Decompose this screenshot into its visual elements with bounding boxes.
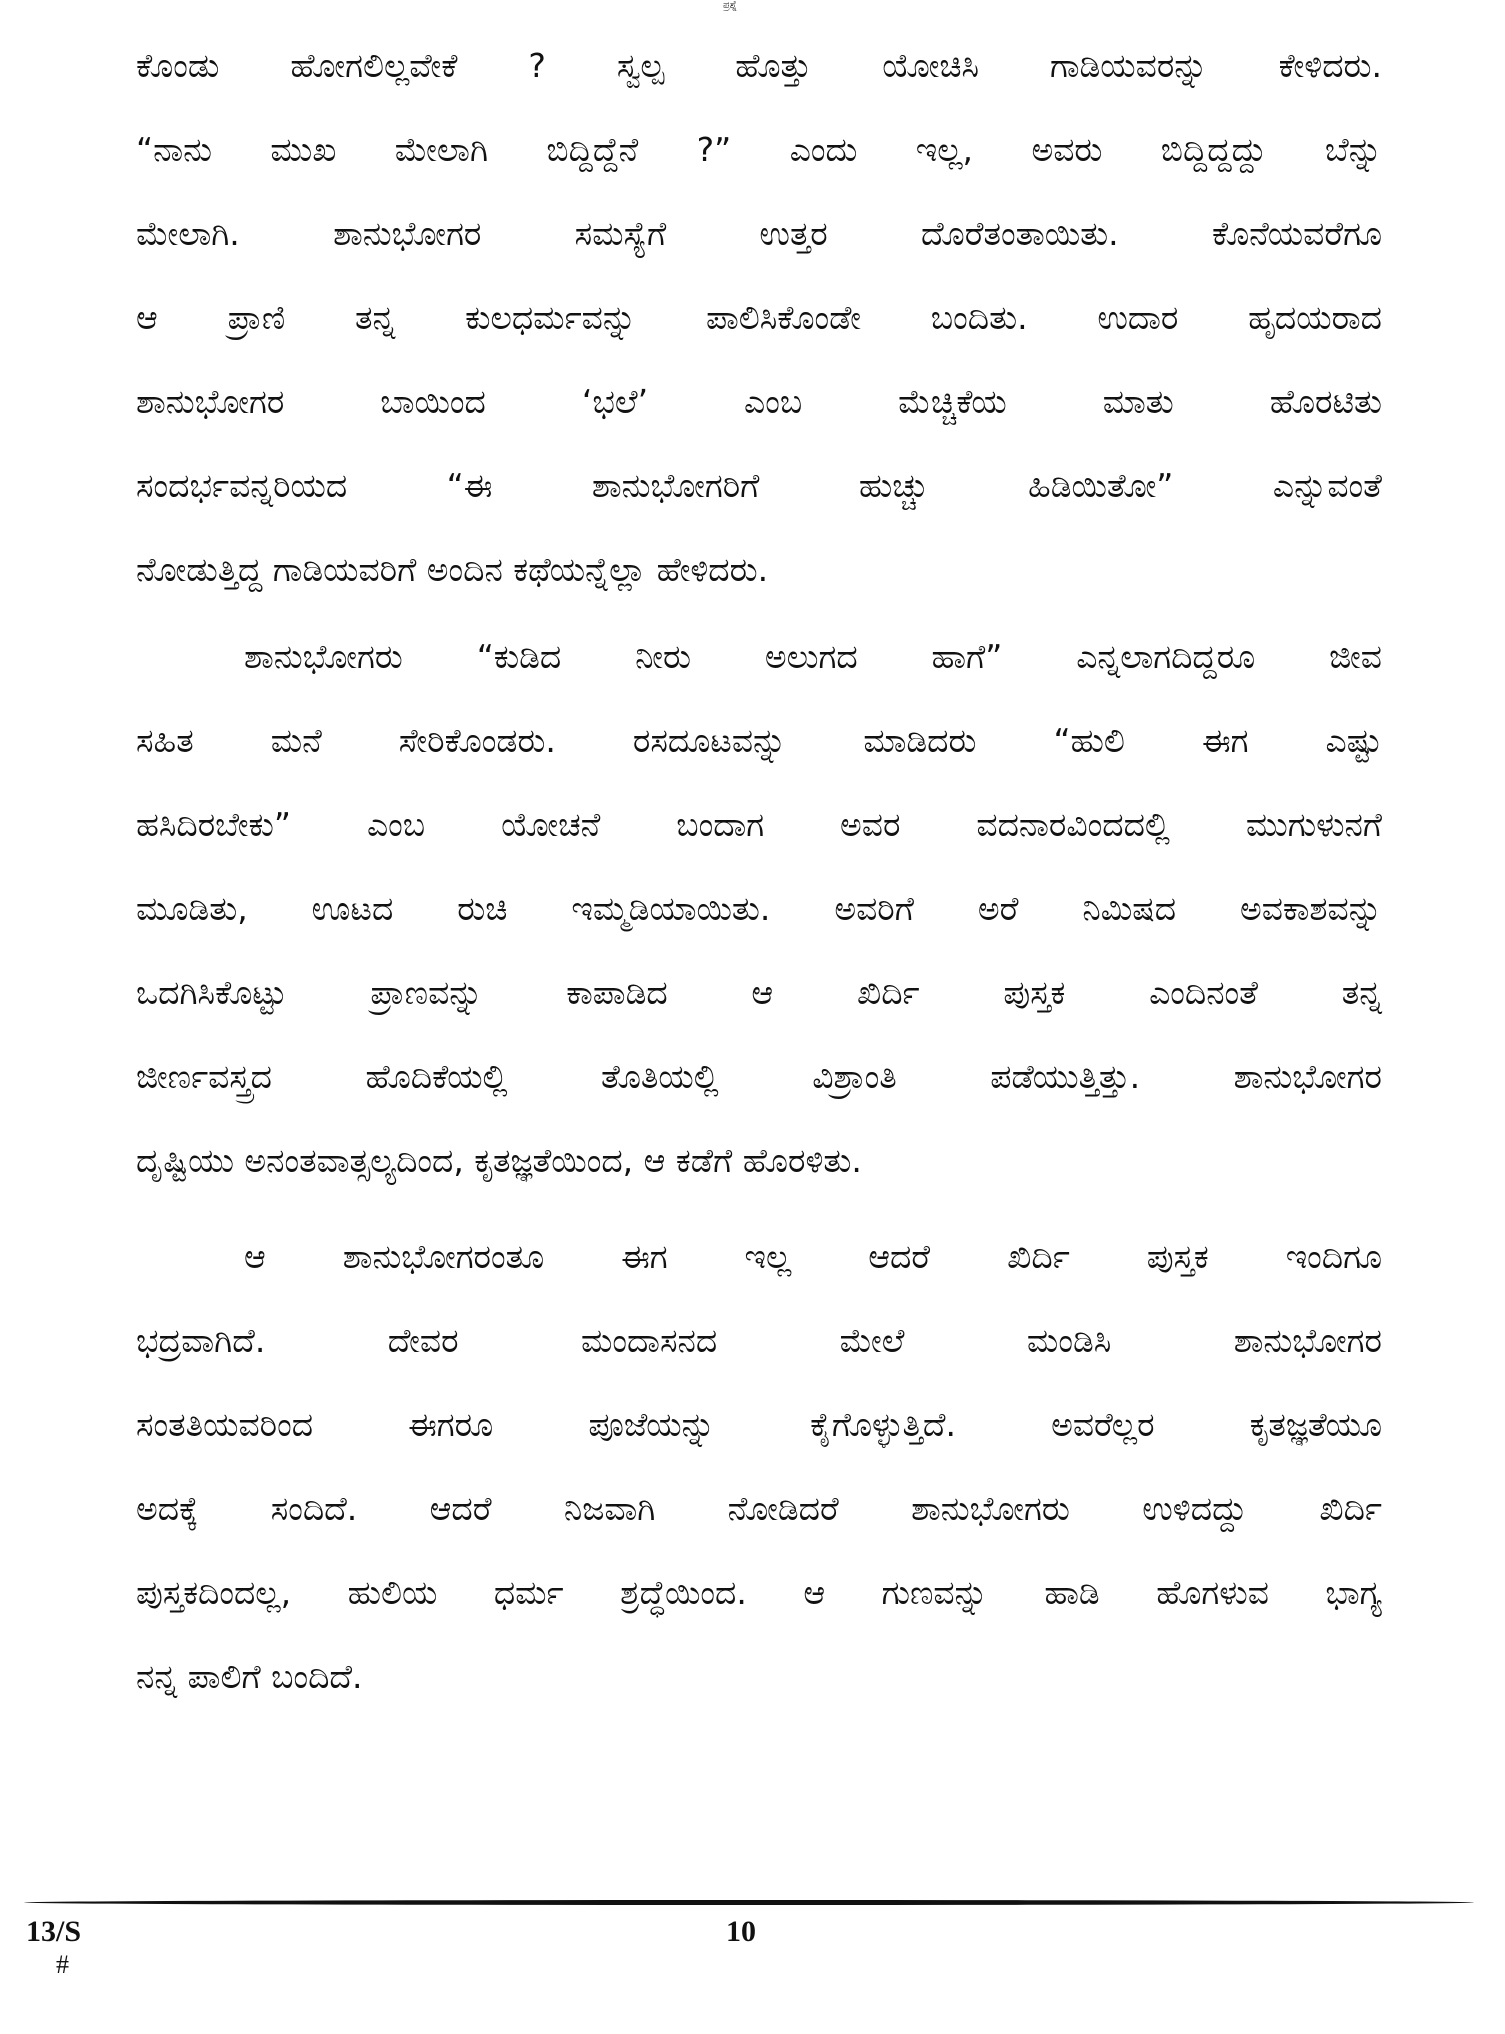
text-line: ಅದಕ್ಕೆ ಸಂದಿದೆ. ಆದರೆ ನಿಜವಾಗಿ ನೋಡಿದರೆ ಶಾನುಭೋಗರು ಉಳಿದದ್ದು ಖಿರ್ದಿ bbox=[136, 1489, 1382, 1528]
text-line: ಸಹಿತ ಮನೆ ಸೇರಿಕೊಂಡರು. ರಸದೂಟವನ್ನು ಮಾಡಿದರು “ಹುಲಿ ಈಗ ಎಷ್ಟು bbox=[136, 721, 1382, 760]
page-number: 10 bbox=[726, 1915, 756, 1948]
text-line: ಒದಗಿಸಿಕೊಟ್ಟು ಪ್ರಾಣವನ್ನು ಕಾಪಾಡಿದ ಆ ಖಿರ್ದಿ ಪುಸ್ತಕ ಎಂದಿನಂತೆ ತನ್ನ bbox=[136, 973, 1382, 1012]
text-line: ನನ್ನ ಪಾಲಿಗೆ ಬಂದಿದೆ. bbox=[136, 1657, 363, 1696]
text-line: ಪುಸ್ತಕದಿಂದಲ್ಲ, ಹುಲಿಯ ಧರ್ಮ ಶ್ರದ್ಧೆಯಿಂದ. ಆ ಗುಣವನ್ನು ಹಾಡಿ ಹೊಗಳುವ ಭಾಗ್ಯ bbox=[136, 1573, 1382, 1612]
paragraph-2 bbox=[136, 615, 1382, 1203]
paragraph-3 bbox=[136, 1215, 1382, 1719]
text-line: ಶಾನುಭೋಗರ ಬಾಯಿಂದ ‘ಭಲೆ’ ಎಂಬ ಮೆಚ್ಚಿಕೆಯ ಮಾತು ಹೊರಟಿತು bbox=[136, 382, 1382, 421]
paragraph-1 bbox=[136, 24, 1382, 612]
text-line: ನೋಡುತ್ತಿದ್ದ ಗಾಡಿಯವರಿಗೆ ಅಂದಿನ ಕಥೆಯನ್ನೆಲ್ಲಾ ಹೇಳಿದರು. bbox=[136, 550, 769, 589]
header-mark: ಪ್ರಶ್ನೆ bbox=[722, 0, 738, 11]
text-line: ಮೇಲಾಗಿ. ಶಾನುಭೋಗರ ಸಮಸ್ಯೆಗೆ ಉತ್ತರ ದೊರೆತಂತಾಯಿತು. ಕೊನೆಯವರೆಗೂ bbox=[136, 214, 1382, 253]
text-line: ಆ ಪ್ರಾಣಿ ತನ್ನ ಕುಲಧರ್ಮವನ್ನು ಪಾಲಿಸಿಕೊಂಡೇ ಬಂದಿತು. ಉದಾರ ಹೃದಯರಾದ bbox=[136, 298, 1382, 337]
text-line: ಆ ಶಾನುಭೋಗರಂತೂ ಈಗ ಇಲ್ಲ ಆದರೆ ಖಿರ್ದಿ ಪುಸ್ತಕ ಇಂದಿಗೂ bbox=[244, 1237, 1382, 1276]
text-line: “ನಾನು ಮುಖ ಮೇಲಾಗಿ ಬಿದ್ದಿದ್ದೆನೆ ?” ಎಂದು ಇಲ್ಲ, ಅವರು ಬಿದ್ದಿದ್ದದ್ದು ಬೆನ್ನು bbox=[136, 130, 1382, 169]
footer-mark: # bbox=[56, 1950, 69, 1979]
footer-code: 13/S bbox=[26, 1915, 82, 1948]
text-line: ಮೂಡಿತು, ಊಟದ ರುಚಿ ಇಮ್ಮಡಿಯಾಯಿತು. ಅವರಿಗೆ ಅರೆ ನಿಮಿಷದ ಅವಕಾಶವನ್ನು bbox=[136, 889, 1382, 928]
text-line: ಶಾನುಭೋಗರು “ಕುಡಿದ ನೀರು ಅಲುಗದ ಹಾಗೆ” ಎನ್ನಲಾಗದಿದ್ದರೂ ಜೀವ bbox=[244, 637, 1382, 676]
text-line: ಭದ್ರವಾಗಿದೆ. ದೇವರ ಮಂದಾಸನದ ಮೇಲೆ ಮಂಡಿಸಿ ಶಾನುಭೋಗರ bbox=[136, 1321, 1382, 1360]
text-line: ಹಸಿದಿರಬೇಕು” ಎಂಬ ಯೋಚನೆ ಬಂದಾಗ ಅವರ ವದನಾರವಿಂದದಲ್ಲಿ ಮುಗುಳುನಗೆ bbox=[136, 805, 1382, 844]
footer-rule bbox=[24, 1900, 1474, 1905]
text-line: ಜೀರ್ಣವಸ್ತ್ರದ ಹೊದಿಕೆಯಲ್ಲಿ ತೊತಿಯಲ್ಲಿ ವಿಶ್ರಾಂತಿ ಪಡೆಯುತ್ತಿತ್ತು. ಶಾನುಭೋಗರ bbox=[136, 1057, 1382, 1096]
text-line: ಸಂದರ್ಭವನ್ನರಿಯದ “ಈ ಶಾನುಭೋಗರಿಗೆ ಹುಚ್ಚು ಹಿಡಿಯಿತೋ” ಎನ್ನುವಂತೆ bbox=[136, 466, 1382, 505]
text-line: ದೃಷ್ಟಿಯು ಅನಂತವಾತ್ಸಲ್ಯದಿಂದ, ಕೃತಜ್ಞತೆಯಿಂದ, ಆ ಕಡೆಗೆ ಹೊರಳಿತು. bbox=[136, 1141, 862, 1180]
text-line: ಕೊಂಡು ಹೋಗಲಿಲ್ಲವೇಕೆ ? ಸ್ವಲ್ಪ ಹೊತ್ತು ಯೋಚಿಸಿ ಗಾಡಿಯವರನ್ನು ಕೇಳಿದರು. bbox=[136, 46, 1382, 85]
text-line: ಸಂತತಿಯವರಿಂದ ಈಗರೂ ಪೂಜೆಯನ್ನು ಕೈಗೊಳ್ಳುತ್ತಿದೆ. ಅವರೆಲ್ಲರ ಕೃತಜ್ಞತೆಯೂ bbox=[136, 1405, 1382, 1444]
